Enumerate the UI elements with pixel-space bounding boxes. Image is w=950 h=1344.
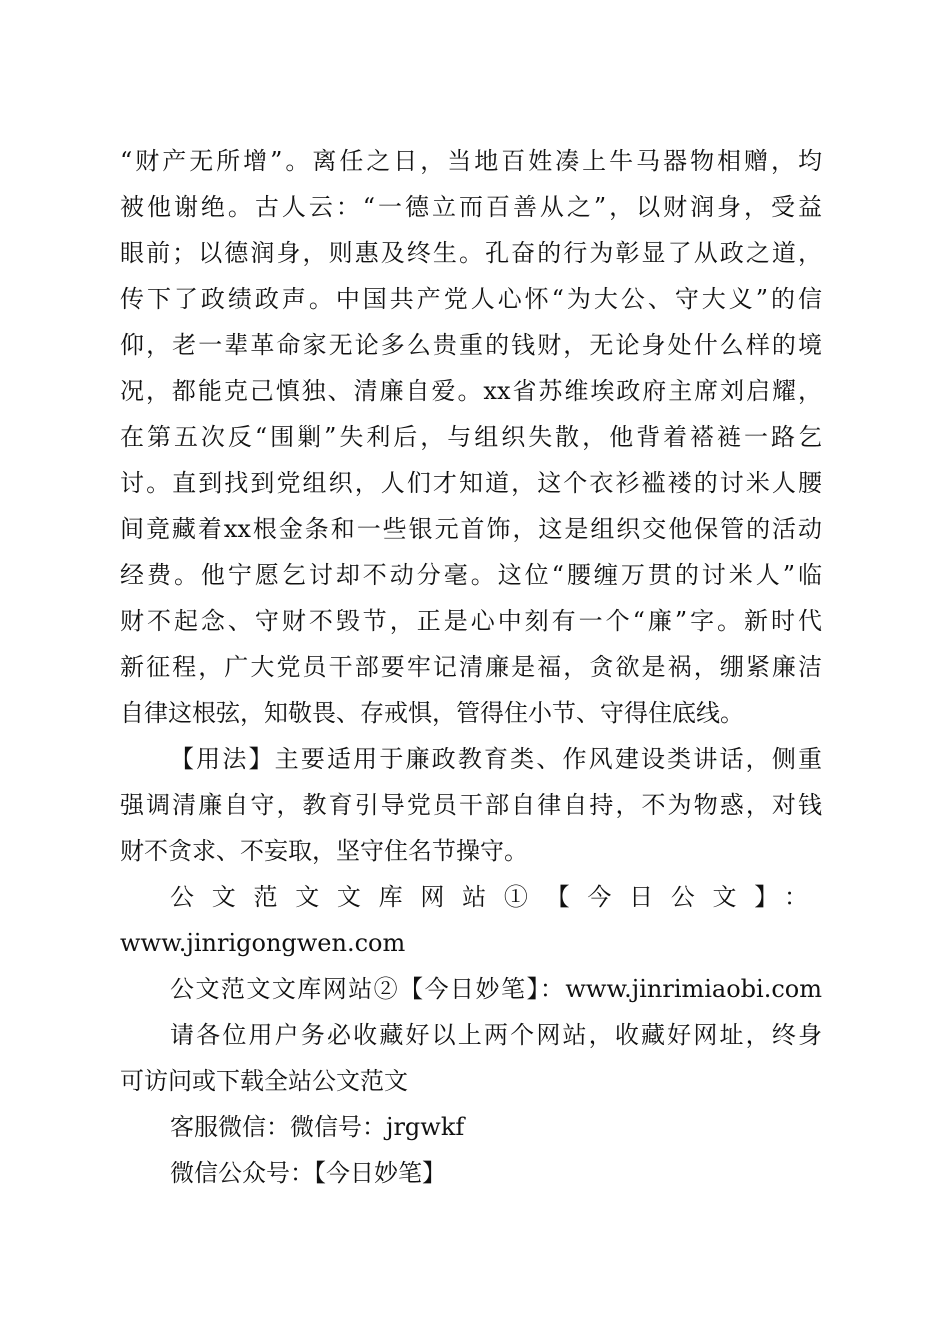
- body-text-line: 讨。直到找到党组织，人们才知道，这个衣衫褴褛的讨米人腰: [120, 469, 822, 497]
- notice-text-line: 请各位用户务必收藏好以上两个网站，收藏好网址，终身: [170, 1021, 822, 1049]
- usage-text-line: 【用法】主要适用于廉政教育类、作风建设类讲话，侧重: [170, 745, 822, 773]
- body-text-line: 财不起念、守财不毁节，正是心中刻有一个“廉”字。新时代: [120, 607, 822, 635]
- site-one-label: 公文范文文库网站①【今日公文】：: [170, 883, 822, 911]
- usage-text-line: 财不贪求、不妄取，坚守住名节操守。: [120, 837, 528, 865]
- body-text-line: 新征程，广大党员干部要牢记清廉是福，贪欲是祸，绷紧廉洁: [120, 653, 822, 681]
- body-text-line: 仰，老一辈革命家无论多么贵重的钱财，无论身处什么样的境: [120, 331, 822, 359]
- customer-service-wechat: 客服微信：微信号：jrgwkf: [170, 1113, 465, 1141]
- body-text-line: “财产无所增”。离任之日，当地百姓凑上牛马器物相赠，均: [120, 147, 822, 175]
- body-text-line: 况，都能克己慎独、清廉自爱。xx省苏维埃政府主席刘启耀，: [120, 377, 822, 405]
- body-text-line: 在第五次反“围剿”失利后，与组织失散，他背着褡裢一路乞: [120, 423, 822, 451]
- body-text-line: 传下了政绩政声。中国共产党人心怀“为大公、守大义”的信: [120, 285, 822, 313]
- site-one-url[interactable]: www.jinrigongwen.com: [120, 929, 406, 957]
- body-text-line: 被他谢绝。古人云：“一德立而百善从之”，以财润身，受益: [120, 193, 822, 221]
- notice-text-line: 可访问或下载全站公文范文: [120, 1067, 408, 1095]
- body-text-line: 间竟藏着xx根金条和一些银元首饰，这是组织交他保管的活动: [120, 515, 822, 543]
- wechat-official-account: 微信公众号：【今日妙笔】: [170, 1159, 446, 1187]
- body-text-line: 自律这根弦，知敬畏、存戒惧，管得住小节、守得住底线。: [120, 699, 744, 727]
- usage-text-line: 强调清廉自守，教育引导党员干部自律自持，不为物惑，对钱: [120, 791, 822, 819]
- site-two-line[interactable]: 公文范文文库网站②【今日妙笔】：www.jinrimiaobi.com: [170, 975, 822, 1003]
- body-text-line: 眼前；以德润身，则惠及终生。孔奋的行为彰显了从政之道，: [120, 239, 822, 267]
- body-text-line: 经费。他宁愿乞讨却不动分毫。这位“腰缠万贯的讨米人”临: [120, 561, 822, 589]
